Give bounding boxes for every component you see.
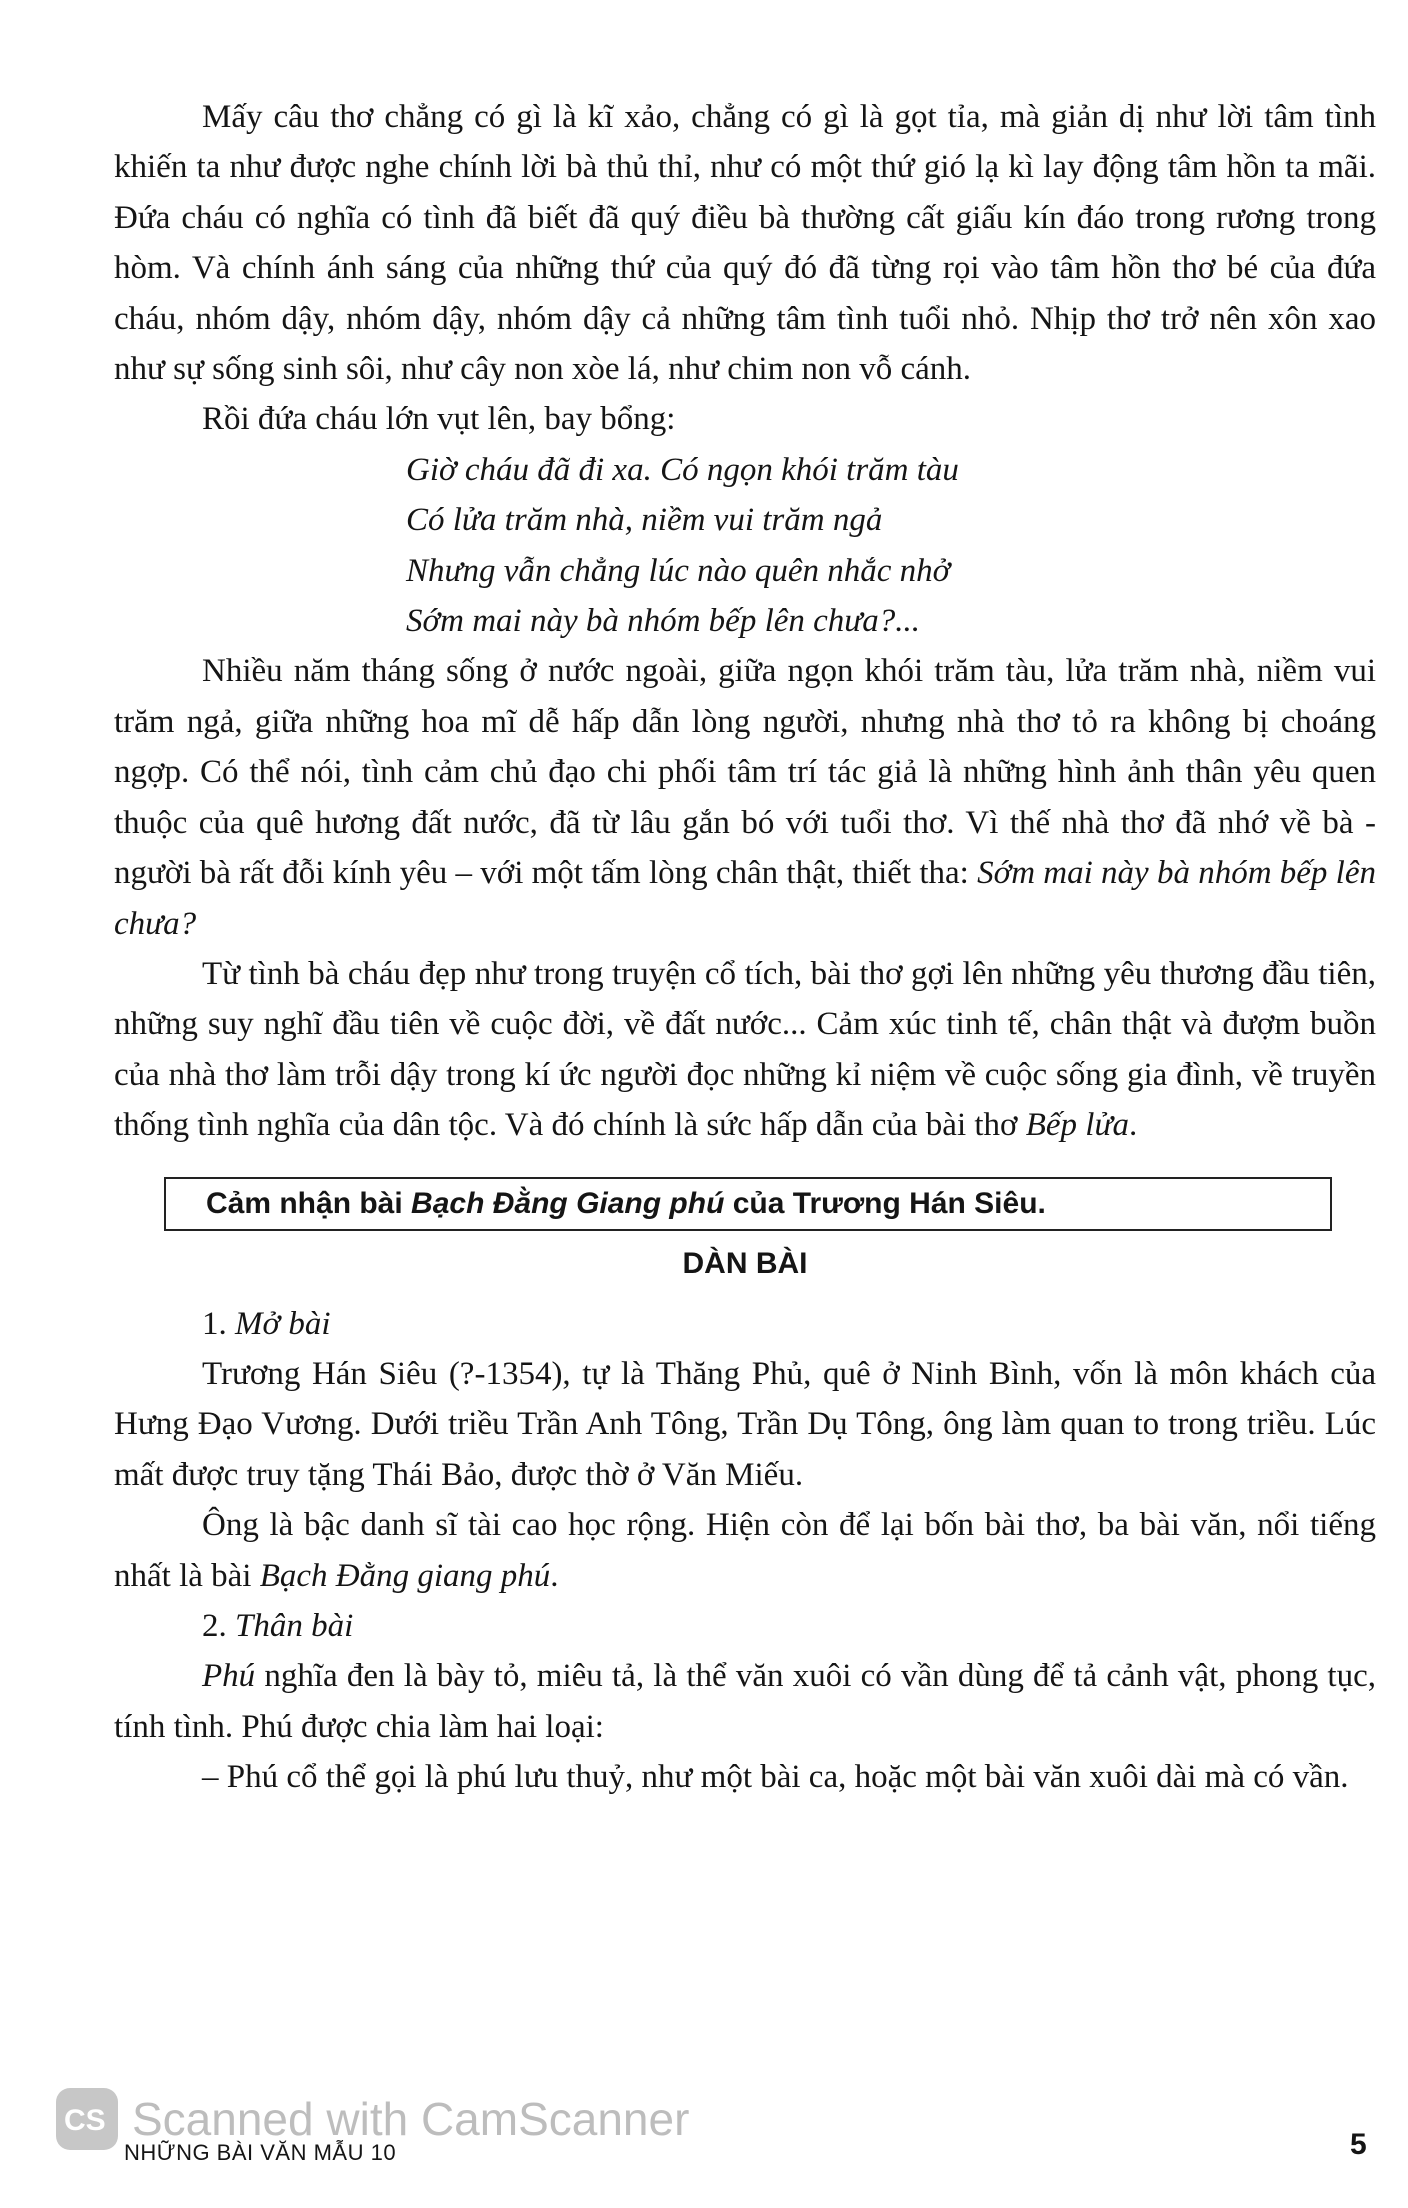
section-title-box	[164, 1177, 1332, 1231]
section-title-work: Bạch Đằng Giang phú	[411, 1186, 725, 1220]
outline-heading: DÀN BÀI	[682, 1246, 808, 1280]
paragraph-3	[114, 646, 1376, 948]
paragraph-2: Rồi đứa cháu lớn vụt lên, bay bổng:	[202, 401, 676, 438]
paragraph-3-text: Nhiều năm tháng sống ở nước ngoài, giữa ngọn khói trăm tàu, lửa trăm nhà, niềm vui trăm ngả, giữa những hoa mĩ dễ hấp dẫn lòng người, nhưng nhà thơ tỏ ra không bị choáng ngợp. Có thể nói, tình cảm chủ đạo chi phối tâm trí tác giả là những hình ảnh thân yêu quen thuộc của quê hương đất nước, đã từ lâu gắn bó với tuổi thơ. Vì thế nhà thơ đã nhớ về bà - người bà rất đỗi kính yêu – với một tấm lòng chân thật, thiết tha:	[114, 653, 1376, 892]
section-title-post: của Trương Hán Siêu.	[724, 1186, 1046, 1220]
subsection-number: 2.	[202, 1607, 235, 1644]
paragraph-body-1-text: nghĩa đen là bày tỏ, miêu tả, là thể văn xuôi có vần dùng để tả cảnh vật, phong tục, tính tình. Phú được chia làm hai loại:	[114, 1658, 1376, 1745]
paragraph-intro-1: Trương Hán Siêu (?-1354), tự là Thăng Phủ, quê ở Ninh Bình, vốn là môn khách của Hưng Đạo Vương. Dưới triều Trần Anh Tông, Trần Dụ Tông, ông làm quan to trong triều. Lúc mất được truy tặng Thái Bảo, được thờ ở Văn Miếu.	[114, 1355, 1376, 1493]
paragraph-intro-2	[114, 1500, 1376, 1601]
term-italic: Phú	[202, 1658, 256, 1695]
cs-logo-glyph	[62, 2102, 112, 2136]
poem-line: Nhưng vẫn chẳng lúc nào quên nhắc nhở	[406, 552, 951, 589]
poem-title-italic: Bếp lửa	[1025, 1107, 1129, 1144]
svg-text:CS: CS	[64, 2104, 106, 2136]
poem-line: Sớm mai này bà nhóm bếp lên chưa?...	[406, 603, 921, 640]
paragraph-4-end: .	[1128, 1107, 1138, 1144]
subsection-2	[114, 1601, 1376, 1651]
paragraph-1: Mấy câu thơ chẳng có gì là kĩ xảo, chẳng có gì là gọt tỉa, mà giản dị như lời tâm tình khiến ta như được nghe chính lời bà thủ thỉ, như có một thứ gió lạ kì lay động tâm hồn ta mãi. Đứa cháu có nghĩa có tình đã biết đã quý điều bà thường cất giấu kín đáo trong rương trong hòm. Và chính ánh sáng của những thứ của quý đó đã từng rọi vào tâm hồn thơ bé của đứa cháu, nhóm dậy, nhóm dậy, nhóm dậy cả những tâm tình tuổi nhỏ. Nhịp thơ trở nên xôn xao như sự sống sinh sôi, như cây non xòe lá, như chim non vỗ cánh.	[114, 99, 1376, 388]
paragraph-body-2: – Phú cổ thể gọi là phú lưu thuỷ, như một bài ca, hoặc một bài văn xuôi dài mà có vần.	[202, 1759, 1349, 1796]
camscanner-logo-icon	[56, 2088, 118, 2150]
paragraph-body-1	[114, 1651, 1376, 1752]
paragraph-intro-2-text: Ông là bậc danh sĩ tài cao học rộng. Hiện còn để lại bốn bài thơ, ba bài văn, nổi tiếng nhất là bài	[114, 1507, 1376, 1594]
subsection-1	[114, 1299, 1376, 1349]
paragraph-4-text: Từ tình bà cháu đẹp như trong truyện cổ tích, bài thơ gợi lên những yêu thương đầu tiên, những suy nghĩ đầu tiên về cuộc đời, về đất nước... Cảm xúc tinh tế, chân thật và đượm buồn của nhà thơ làm trỗi dậy trong kí ức người đọc những kỉ niệm về cuộc sống gia đình, về truyền thống tình nghĩa của dân tộc. Và đó chính là sức hấp dẫn của bài thơ	[114, 955, 1376, 1144]
work-title-italic: Bạch Đằng giang phú	[259, 1557, 551, 1594]
subsection-label: Mở bài	[235, 1305, 331, 1342]
poem-block	[114, 445, 1376, 647]
subsection-number: 1.	[202, 1305, 235, 1342]
footer-book-title: NHỮNG BÀI VĂN MẪU 10	[124, 2140, 397, 2165]
paragraph-3-quote: Sớm mai này bà nhóm bếp lên chưa?	[114, 855, 1377, 942]
paragraph-intro-2-end: .	[550, 1557, 559, 1594]
subsection-label: Thân bài	[235, 1607, 354, 1644]
paragraph-4	[114, 949, 1376, 1151]
poem-line: Giờ cháu đã đi xa. Có ngọn khói trăm tàu	[406, 451, 959, 488]
section-title-pre: Cảm nhận bài	[206, 1186, 412, 1220]
page-content	[114, 92, 1376, 1803]
poem-line: Có lửa trăm nhà, niềm vui trăm ngả	[406, 502, 883, 539]
page-number: 5	[1350, 2128, 1367, 2161]
watermark-text: Scanned with CamScanner	[132, 2093, 690, 2145]
